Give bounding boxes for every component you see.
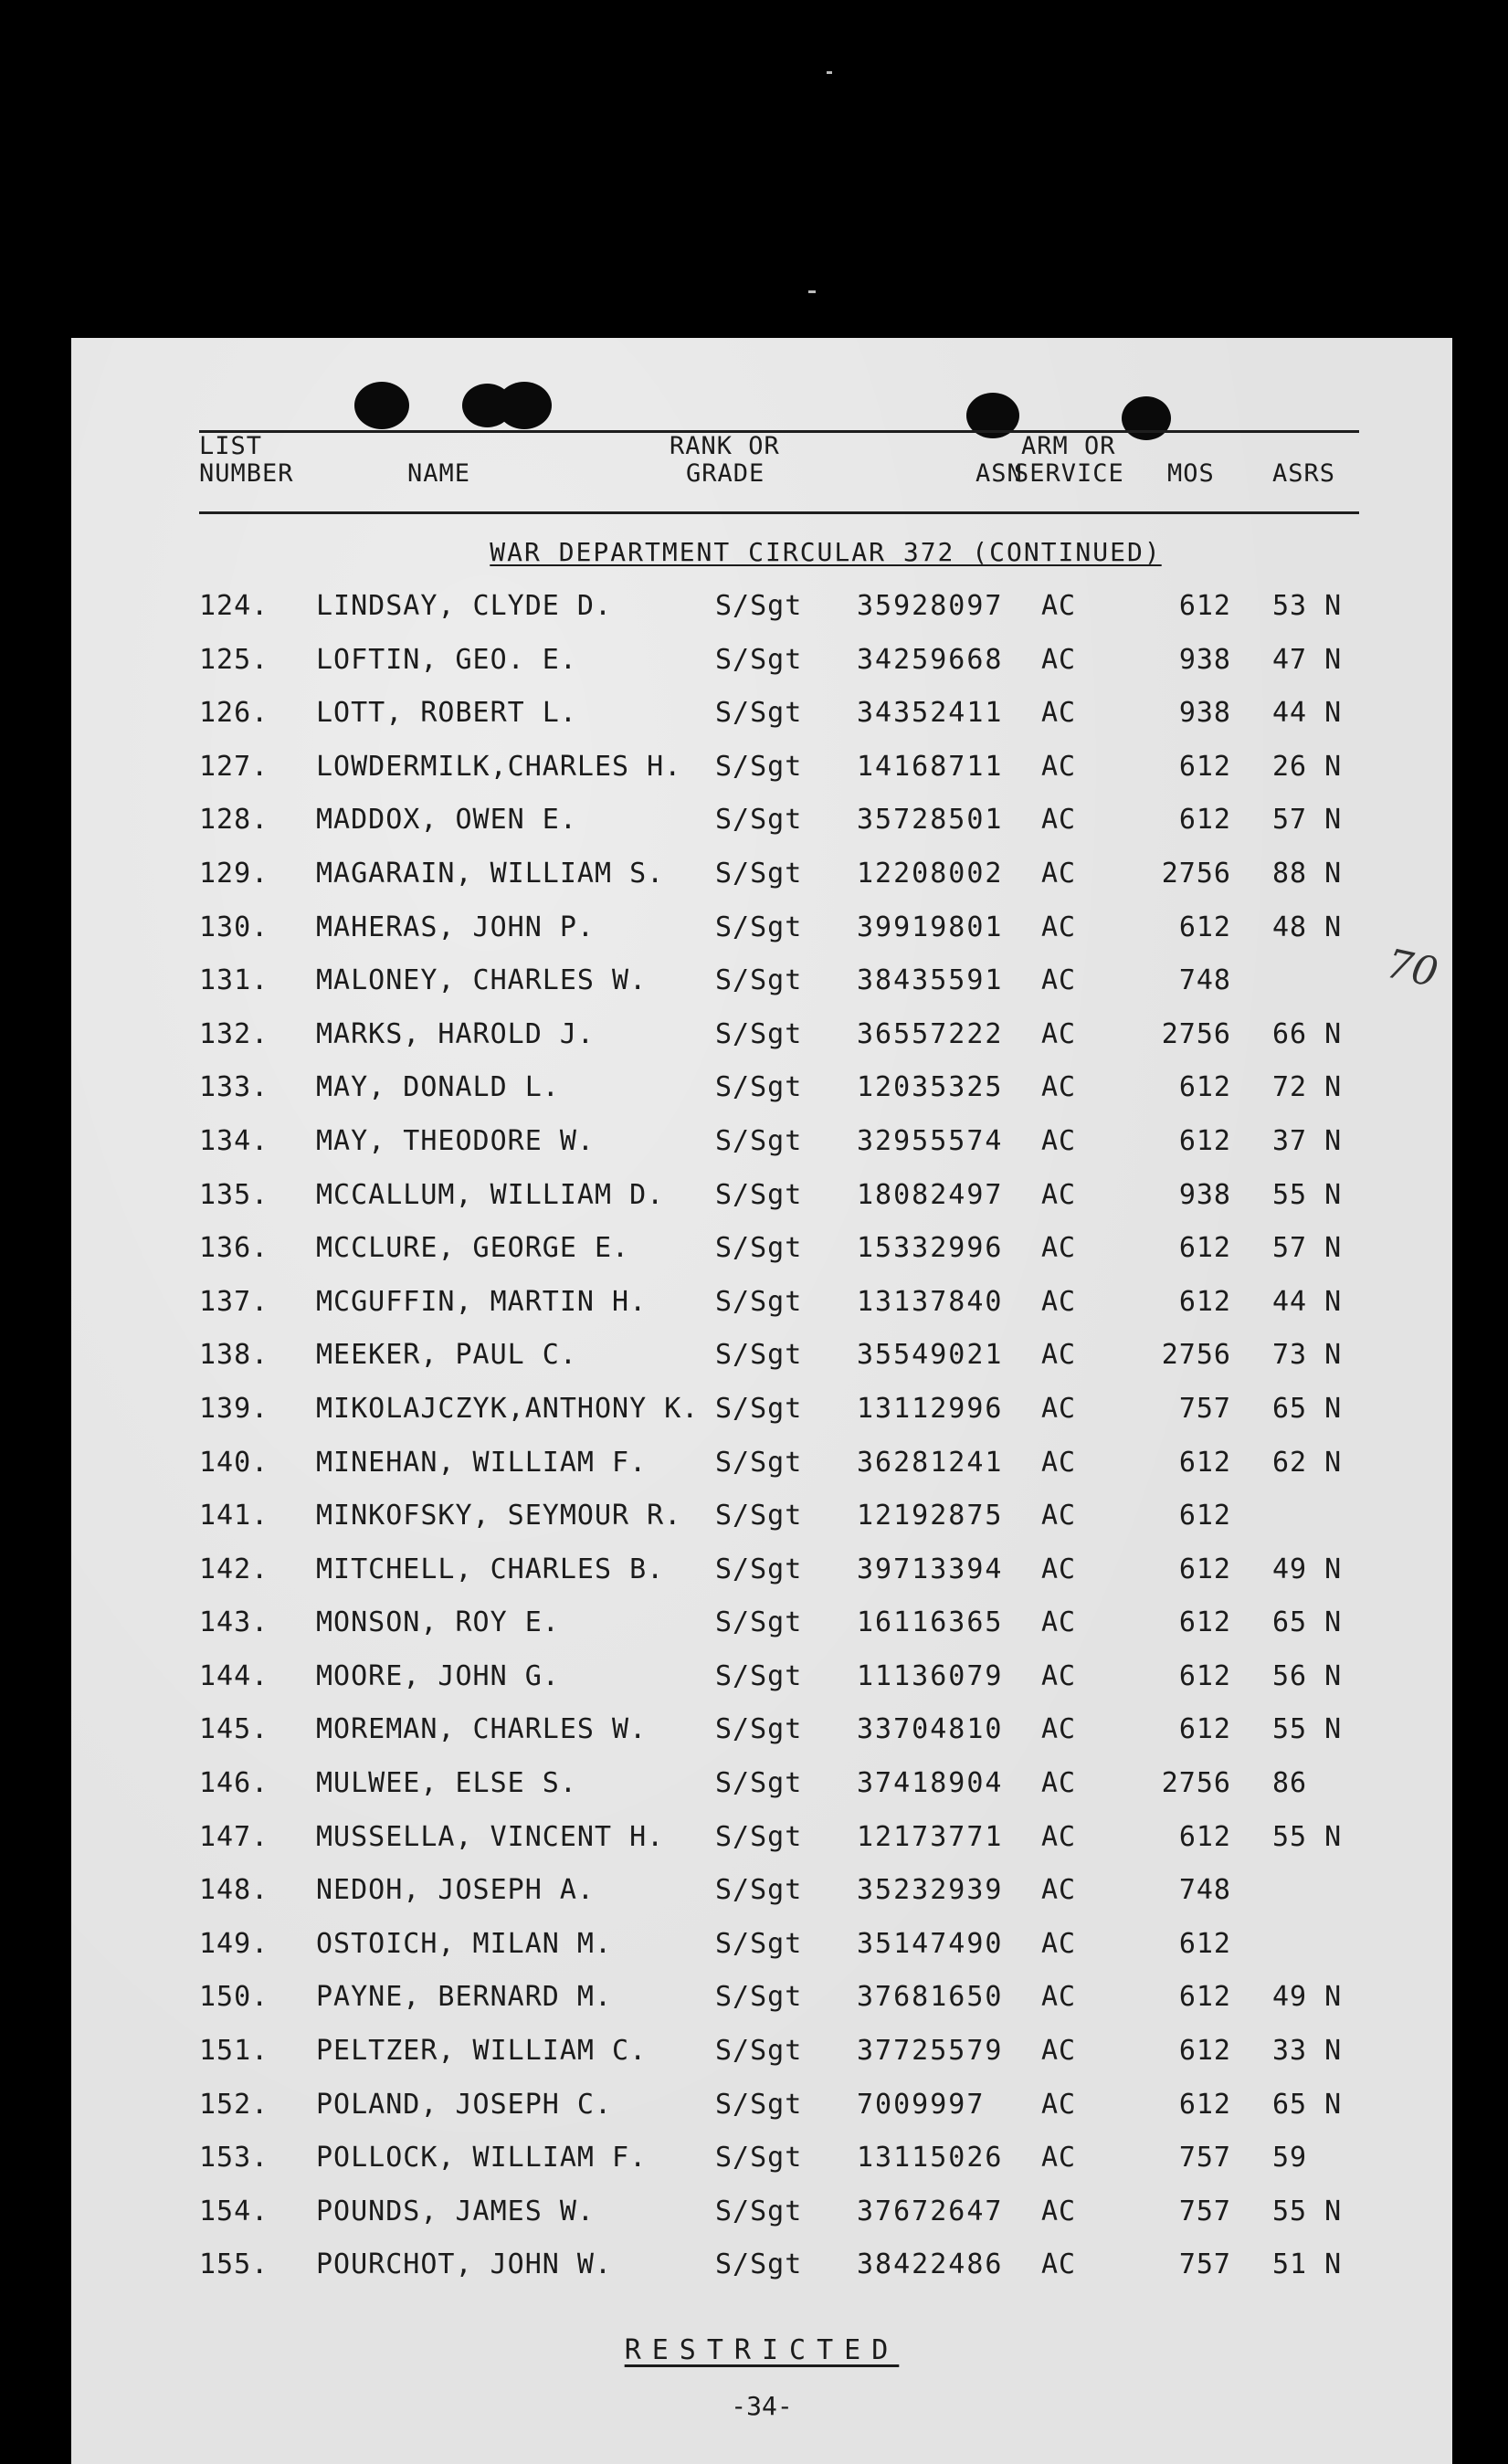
asrs-score: 48 N [1272, 911, 1343, 943]
rank-grade: S/Sgt [715, 2035, 803, 2068]
army-serial-number: 37681650 [857, 1981, 1004, 2014]
mos-code: 938 [1178, 643, 1231, 676]
list-item [71, 1120, 1452, 1174]
list-number: 150. [199, 1981, 269, 2014]
mos-code: 757 [1178, 2195, 1231, 2227]
rank-grade: S/Sgt [715, 1981, 803, 2014]
mos-code: 612 [1178, 911, 1231, 943]
list-item [71, 1548, 1452, 1602]
person-name: MINEHAN, WILLIAM F. [316, 1446, 648, 1479]
army-serial-number: 12208002 [857, 857, 1004, 890]
asrs-score: 55 N [1272, 1713, 1343, 1746]
arm-service: AC [1041, 2248, 1077, 2281]
army-serial-number: 16116365 [857, 1606, 1004, 1639]
arm-service: AC [1041, 1392, 1077, 1425]
person-name: POUNDS, JAMES W. [316, 2195, 595, 2227]
list-item [71, 638, 1452, 692]
scan-speck [827, 71, 832, 74]
mos-code: 612 [1178, 1927, 1231, 1960]
asrs-score: 66 N [1272, 1017, 1343, 1050]
arm-service: AC [1041, 750, 1077, 783]
asrs-score: 44 N [1272, 1285, 1343, 1318]
army-serial-number: 14168711 [857, 750, 1004, 783]
asrs-score: 65 N [1272, 1392, 1343, 1425]
header-asrs: ASRS [1272, 459, 1336, 488]
person-name: MINKOFSKY, SEYMOUR R. [316, 1500, 682, 1532]
arm-service: AC [1041, 1071, 1077, 1104]
mos-code: 2756 [1161, 857, 1231, 890]
rank-grade: S/Sgt [715, 1820, 803, 1853]
person-name: POLLOCK, WILLIAM F. [316, 2142, 648, 2174]
rank-grade: S/Sgt [715, 1500, 803, 1532]
person-name: MAHERAS, JOHN P. [316, 911, 595, 943]
punch-hole [497, 382, 552, 429]
list-item [71, 2190, 1452, 2244]
asrs-score: 73 N [1272, 1339, 1343, 1372]
list-number: 130. [199, 911, 269, 943]
list-number: 127. [199, 750, 269, 783]
asrs-score: 26 N [1272, 750, 1343, 783]
arm-service: AC [1041, 1285, 1077, 1318]
arm-service: AC [1041, 2195, 1077, 2227]
mos-code: 748 [1178, 1874, 1231, 1907]
mos-code: 2756 [1161, 1767, 1231, 1800]
list-number: 132. [199, 1017, 269, 1050]
roster-list [71, 584, 1452, 2297]
list-item [71, 1227, 1452, 1280]
mos-code: 612 [1178, 1500, 1231, 1532]
person-name: MARKS, HAROLD J. [316, 1017, 595, 1050]
army-serial-number: 35549021 [857, 1339, 1004, 1372]
mos-code: 612 [1178, 1606, 1231, 1639]
list-number: 155. [199, 2248, 269, 2281]
section-title [71, 537, 1452, 567]
list-number: 147. [199, 1820, 269, 1853]
rank-grade: S/Sgt [715, 1874, 803, 1907]
army-serial-number: 34352411 [857, 697, 1004, 730]
header-grade-label: GRADE [686, 459, 765, 488]
list-number: 128. [199, 804, 269, 837]
mos-code: 757 [1178, 2142, 1231, 2174]
person-name: NEDOH, JOSEPH A. [316, 1874, 595, 1907]
header-arm-service [1014, 433, 1124, 488]
header-name: NAME [407, 459, 471, 488]
list-item [71, 584, 1452, 638]
rank-grade: S/Sgt [715, 590, 803, 622]
list-number: 126. [199, 697, 269, 730]
list-item [71, 1922, 1452, 1976]
person-name: MOREMAN, CHARLES W. [316, 1713, 648, 1746]
asrs-score: 47 N [1272, 643, 1343, 676]
rank-grade: S/Sgt [715, 1927, 803, 1960]
asrs-score: 49 N [1272, 1981, 1343, 2014]
list-item [71, 1869, 1452, 1922]
header-list-number [199, 433, 294, 488]
document-page [71, 338, 1452, 2464]
army-serial-number: 39919801 [857, 911, 1004, 943]
list-number: 125. [199, 643, 269, 676]
army-serial-number: 12035325 [857, 1071, 1004, 1104]
list-number: 148. [199, 1874, 269, 1907]
list-item [71, 1013, 1452, 1067]
mos-code: 612 [1178, 804, 1231, 837]
arm-service: AC [1041, 1500, 1077, 1532]
asrs-score: 65 N [1272, 1606, 1343, 1639]
person-name: POLAND, JOSEPH C. [316, 2088, 613, 2121]
list-number: 151. [199, 2035, 269, 2068]
person-name: MITCHELL, CHARLES B. [316, 1553, 665, 1585]
person-name: MOORE, JOHN G. [316, 1659, 560, 1692]
list-item [71, 1816, 1452, 1869]
list-item [71, 745, 1452, 799]
person-name: LINDSAY, CLYDE D. [316, 590, 613, 622]
list-number: 152. [199, 2088, 269, 2121]
asrs-score: 56 N [1272, 1659, 1343, 1692]
rank-grade: S/Sgt [715, 643, 803, 676]
army-serial-number: 35928097 [857, 590, 1004, 622]
person-name: PELTZER, WILLIAM C. [316, 2035, 648, 2068]
army-serial-number: 33704810 [857, 1713, 1004, 1746]
rank-grade: S/Sgt [715, 804, 803, 837]
asrs-score: 51 N [1272, 2248, 1343, 2281]
list-item [71, 2243, 1452, 2297]
mos-code: 612 [1178, 1553, 1231, 1585]
list-item [71, 852, 1452, 906]
person-name: LOWDERMILK,CHARLES H. [316, 750, 682, 783]
rank-grade: S/Sgt [715, 964, 803, 997]
person-name: LOTT, ROBERT L. [316, 697, 577, 730]
asrs-score: 53 N [1272, 590, 1343, 622]
army-serial-number: 38435591 [857, 964, 1004, 997]
asrs-score: 59 [1272, 2142, 1308, 2174]
list-number: 134. [199, 1124, 269, 1157]
list-number: 146. [199, 1767, 269, 1800]
arm-service: AC [1041, 1981, 1077, 2014]
mos-code: 612 [1178, 750, 1231, 783]
arm-service: AC [1041, 1713, 1077, 1746]
asrs-score: 57 N [1272, 1232, 1343, 1265]
person-name: MEEKER, PAUL C. [316, 1339, 577, 1372]
army-serial-number: 37418904 [857, 1767, 1004, 1800]
person-name: MULWEE, ELSE S. [316, 1767, 577, 1800]
list-number: 142. [199, 1553, 269, 1585]
section-title-text: WAR DEPARTMENT CIRCULAR 372 (CONTINUED) [490, 537, 1162, 567]
army-serial-number: 13137840 [857, 1285, 1004, 1318]
list-number: 149. [199, 1927, 269, 1960]
list-item [71, 2029, 1452, 2083]
person-name: POURCHOT, JOHN W. [316, 2248, 613, 2281]
rank-grade: S/Sgt [715, 2142, 803, 2174]
header-arm-label: ARM OR [1021, 432, 1116, 460]
arm-service: AC [1041, 2142, 1077, 2174]
list-number: 141. [199, 1500, 269, 1532]
mos-code: 612 [1178, 1124, 1231, 1157]
list-number: 140. [199, 1446, 269, 1479]
arm-service: AC [1041, 1874, 1077, 1907]
arm-service: AC [1041, 697, 1077, 730]
person-name: MCCALLUM, WILLIAM D. [316, 1178, 665, 1211]
list-item [71, 2136, 1452, 2190]
army-serial-number: 36557222 [857, 1017, 1004, 1050]
list-number: 137. [199, 1285, 269, 1318]
header-bottom-rule [199, 511, 1359, 514]
arm-service: AC [1041, 590, 1077, 622]
rank-grade: S/Sgt [715, 2088, 803, 2121]
arm-service: AC [1041, 1446, 1077, 1479]
list-item [71, 1762, 1452, 1816]
list-item [71, 1655, 1452, 1709]
punch-hole [1122, 396, 1171, 440]
asrs-score: 44 N [1272, 697, 1343, 730]
list-number: 133. [199, 1071, 269, 1104]
asrs-score: 55 N [1272, 2195, 1343, 2227]
asrs-score: 72 N [1272, 1071, 1343, 1104]
arm-service: AC [1041, 1339, 1077, 1372]
list-item [71, 1174, 1452, 1227]
rank-grade: S/Sgt [715, 1767, 803, 1800]
person-name: LOFTIN, GEO. E. [316, 643, 577, 676]
list-item [71, 959, 1452, 1013]
person-name: MIKOLAJCZYK,ANTHONY K. [316, 1392, 700, 1425]
army-serial-number: 37725579 [857, 2035, 1004, 2068]
mos-code: 2756 [1161, 1017, 1231, 1050]
header-service-label: SERVICE [1014, 459, 1124, 488]
person-name: MAY, THEODORE W. [316, 1124, 595, 1157]
person-name: MAGARAIN, WILLIAM S. [316, 857, 665, 890]
rank-grade: S/Sgt [715, 1553, 803, 1585]
list-number: 135. [199, 1178, 269, 1211]
list-item [71, 691, 1452, 745]
rank-grade: S/Sgt [715, 1392, 803, 1425]
mos-code: 2756 [1161, 1339, 1231, 1372]
asrs-score: 62 N [1272, 1446, 1343, 1479]
army-serial-number: 38422486 [857, 2248, 1004, 2281]
rank-grade: S/Sgt [715, 1017, 803, 1050]
page-number: -34- [731, 2391, 793, 2421]
rank-grade: S/Sgt [715, 857, 803, 890]
rank-grade: S/Sgt [715, 697, 803, 730]
rank-grade: S/Sgt [715, 2248, 803, 2281]
list-number: 136. [199, 1232, 269, 1265]
asrs-score: 55 N [1272, 1178, 1343, 1211]
arm-service: AC [1041, 1553, 1077, 1585]
arm-service: AC [1041, 1767, 1077, 1800]
mos-code: 612 [1178, 590, 1231, 622]
arm-service: AC [1041, 1606, 1077, 1639]
person-name: MAY, DONALD L. [316, 1071, 560, 1104]
asrs-score: 88 N [1272, 857, 1343, 890]
list-item [71, 1601, 1452, 1655]
list-number: 143. [199, 1606, 269, 1639]
mos-code: 612 [1178, 1232, 1231, 1265]
asrs-score: 57 N [1272, 804, 1343, 837]
mos-code: 612 [1178, 2088, 1231, 2121]
person-name: MONSON, ROY E. [316, 1606, 560, 1639]
mos-code: 612 [1178, 1981, 1231, 2014]
header-list-label: LIST [199, 432, 263, 460]
rank-grade: S/Sgt [715, 2195, 803, 2227]
mos-code: 757 [1178, 2248, 1231, 2281]
army-serial-number: 15332996 [857, 1232, 1004, 1265]
person-name: OSTOICH, MILAN M. [316, 1927, 613, 1960]
arm-service: AC [1041, 804, 1077, 837]
rank-grade: S/Sgt [715, 1606, 803, 1639]
army-serial-number: 11136079 [857, 1659, 1004, 1692]
list-item [71, 2083, 1452, 2137]
army-serial-number: 37672647 [857, 2195, 1004, 2227]
asrs-score: 55 N [1272, 1820, 1343, 1853]
army-serial-number: 34259668 [857, 643, 1004, 676]
army-serial-number: 35232939 [857, 1874, 1004, 1907]
header-rank-grade [670, 433, 780, 488]
army-serial-number: 32955574 [857, 1124, 1004, 1157]
list-item [71, 1708, 1452, 1762]
person-name: MALONEY, CHARLES W. [316, 964, 648, 997]
list-number: 154. [199, 2195, 269, 2227]
asrs-score: 37 N [1272, 1124, 1343, 1157]
arm-service: AC [1041, 2088, 1077, 2121]
arm-service: AC [1041, 1124, 1077, 1157]
army-serial-number: 7009997 [857, 2088, 986, 2121]
mos-code: 938 [1178, 1178, 1231, 1211]
army-serial-number: 35147490 [857, 1927, 1004, 1960]
arm-service: AC [1041, 1232, 1077, 1265]
army-serial-number: 39713394 [857, 1553, 1004, 1585]
arm-service: AC [1041, 1820, 1077, 1853]
mos-code: 612 [1178, 1285, 1231, 1318]
rank-grade: S/Sgt [715, 750, 803, 783]
rank-grade: S/Sgt [715, 1124, 803, 1157]
rank-grade: S/Sgt [715, 1659, 803, 1692]
arm-service: AC [1041, 1017, 1077, 1050]
list-number: 124. [199, 590, 269, 622]
header-number-label: NUMBER [199, 459, 294, 488]
list-item [71, 1441, 1452, 1495]
list-number: 131. [199, 964, 269, 997]
mos-code: 612 [1178, 1446, 1231, 1479]
asrs-score: 33 N [1272, 2035, 1343, 2068]
mos-code: 612 [1178, 2035, 1231, 2068]
army-serial-number: 35728501 [857, 804, 1004, 837]
margin-note: 70 [1382, 940, 1442, 997]
rank-grade: S/Sgt [715, 1285, 803, 1318]
arm-service: AC [1041, 2035, 1077, 2068]
arm-service: AC [1041, 643, 1077, 676]
rank-grade: S/Sgt [715, 1339, 803, 1372]
list-number: 129. [199, 857, 269, 890]
rank-grade: S/Sgt [715, 1713, 803, 1746]
list-number: 153. [199, 2142, 269, 2174]
mos-code: 612 [1178, 1820, 1231, 1853]
rank-grade: S/Sgt [715, 1178, 803, 1211]
mos-code: 748 [1178, 964, 1231, 997]
mos-code: 612 [1178, 1071, 1231, 1104]
arm-service: AC [1041, 911, 1077, 943]
rank-grade: S/Sgt [715, 1071, 803, 1104]
person-name: PAYNE, BERNARD M. [316, 1981, 613, 2014]
header-rank-label: RANK OR [670, 432, 780, 460]
mos-code: 757 [1178, 1392, 1231, 1425]
list-item [71, 1066, 1452, 1120]
list-item [71, 1280, 1452, 1334]
header-asn: ASN [975, 459, 1023, 488]
mos-code: 612 [1178, 1713, 1231, 1746]
arm-service: AC [1041, 1178, 1077, 1211]
army-serial-number: 13112996 [857, 1392, 1004, 1425]
person-name: MCCLURE, GEORGE E. [316, 1232, 630, 1265]
asrs-score: 49 N [1272, 1553, 1343, 1585]
list-item [71, 798, 1452, 852]
list-number: 139. [199, 1392, 269, 1425]
list-item [71, 1494, 1452, 1548]
arm-service: AC [1041, 857, 1077, 890]
punch-hole [354, 382, 409, 429]
person-name: MUSSELLA, VINCENT H. [316, 1820, 665, 1853]
restricted-marking: RESTRICTED [624, 2334, 900, 2366]
list-item [71, 1333, 1452, 1387]
list-item [71, 906, 1452, 960]
army-serial-number: 12173771 [857, 1820, 1004, 1853]
arm-service: AC [1041, 964, 1077, 997]
list-item [71, 1975, 1452, 2029]
list-item [71, 1387, 1452, 1441]
rank-grade: S/Sgt [715, 911, 803, 943]
army-serial-number: 36281241 [857, 1446, 1004, 1479]
person-name: MCGUFFIN, MARTIN H. [316, 1285, 648, 1318]
list-number: 145. [199, 1713, 269, 1746]
asrs-score: 65 N [1272, 2088, 1343, 2121]
army-serial-number: 12192875 [857, 1500, 1004, 1532]
list-number: 138. [199, 1339, 269, 1372]
header-mos: MOS [1167, 459, 1215, 488]
arm-service: AC [1041, 1927, 1077, 1960]
person-name: MADDOX, OWEN E. [316, 804, 577, 837]
list-number: 144. [199, 1659, 269, 1692]
army-serial-number: 18082497 [857, 1178, 1004, 1211]
arm-service: AC [1041, 1659, 1077, 1692]
rank-grade: S/Sgt [715, 1446, 803, 1479]
mos-code: 612 [1178, 1659, 1231, 1692]
army-serial-number: 13115026 [857, 2142, 1004, 2174]
scan-speck [808, 290, 816, 293]
mos-code: 938 [1178, 697, 1231, 730]
asrs-score: 86 [1272, 1767, 1308, 1800]
rank-grade: S/Sgt [715, 1232, 803, 1265]
